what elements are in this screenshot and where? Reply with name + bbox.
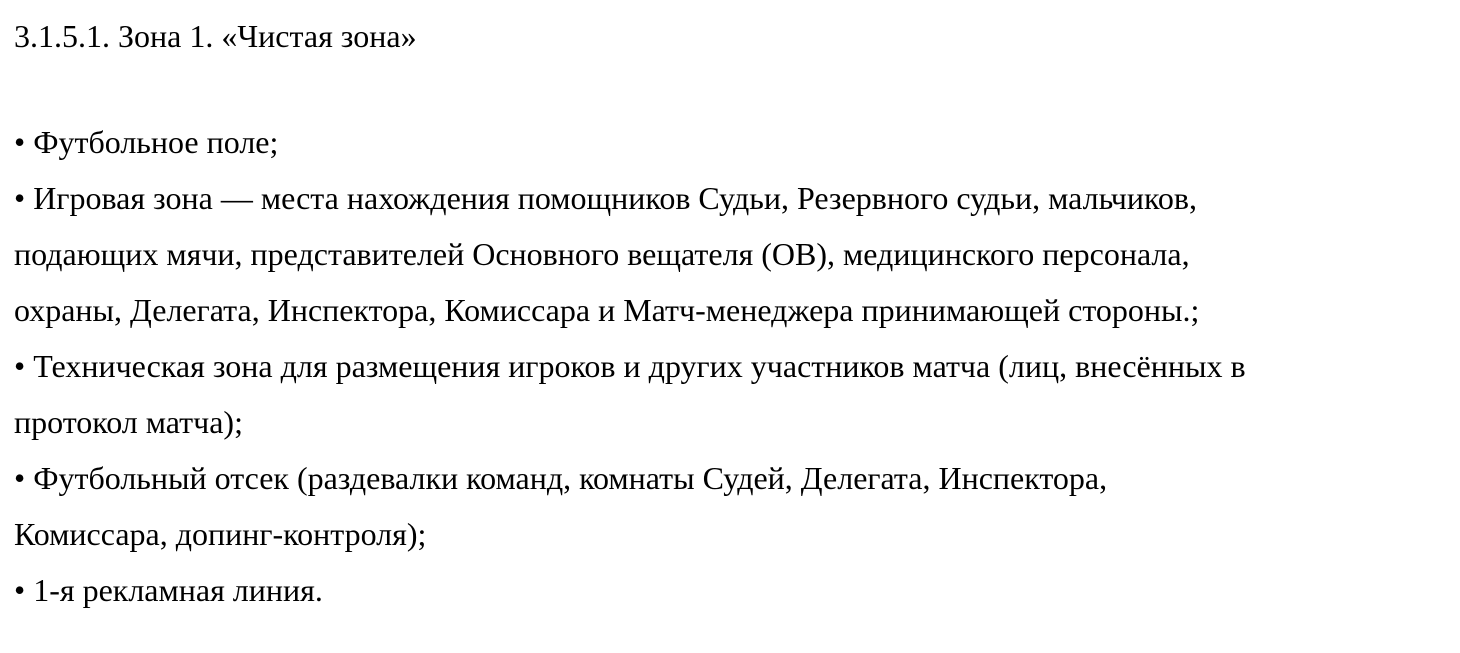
- text-line: подающих мячи, представителей Основного вещателя (ОВ), медицинского персонала,: [14, 236, 1190, 272]
- text-line: • Футбольное поле;: [14, 124, 279, 160]
- bullet-paragraph: [14, 170, 1440, 338]
- text-line: • Игровая зона — места нахождения помощников Судьи, Резервного судьи, мальчиков,: [14, 180, 1197, 216]
- bullet-paragraph: [14, 338, 1440, 450]
- text-line: • Техническая зона для размещения игроков и других участников матча (лиц, внесённых в: [14, 348, 1246, 384]
- bullet-marker: •: [14, 572, 34, 608]
- text-line: • Футбольный отсек (раздевалки команд, комнаты Судей, Делегата, Инспектора,: [14, 460, 1108, 496]
- text-line: • 1-я рекламная линия.: [14, 572, 323, 608]
- bullet-marker: •: [14, 460, 34, 496]
- bullet-marker: •: [14, 180, 34, 216]
- section-heading: 3.1.5.1. Зона 1. «Чистая зона»: [14, 18, 417, 54]
- paragraph-spacer: [14, 64, 1440, 114]
- bullet-paragraph: [14, 114, 1440, 170]
- bullet-marker: •: [14, 348, 34, 384]
- bullet-list: [14, 114, 1440, 618]
- text-line: протокол матча);: [14, 404, 243, 440]
- bullet-paragraph: [14, 450, 1440, 562]
- text-line: Комиссара, допинг-контроля);: [14, 516, 427, 552]
- bullet-paragraph: [14, 562, 1440, 618]
- text-line: охраны, Делегата, Инспектора, Комиссара и Матч-менеджера принимающей стороны.;: [14, 292, 1200, 328]
- bullet-marker: •: [14, 124, 34, 160]
